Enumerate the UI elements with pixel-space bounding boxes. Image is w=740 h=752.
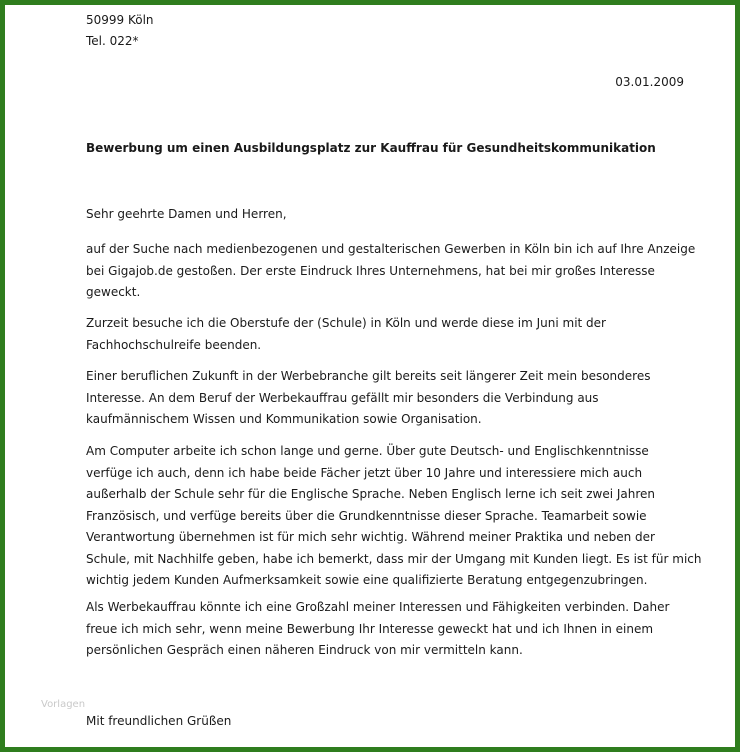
paragraph-line: Als Werbekauffrau könnte ich eine Großzahl meiner Interessen und Fähigkeiten verbinden. Daher — [86, 600, 670, 614]
paragraph-line: verfüge ich auch, denn ich habe beide Fächer jetzt über 10 Jahre und interessiere mich auch — [86, 465, 643, 480]
paragraph-line: kaufmännischem Wissen und Kommunikation sowie Organisation. — [86, 412, 482, 426]
paragraph-line: persönlichen Gespräch einen näheren Eindruck von mir vermitteln kann. — [86, 643, 523, 657]
sender-phone: Tel. 022* — [86, 34, 139, 48]
letter-date: 03.01.2009 — [615, 75, 684, 89]
paragraph-line: Verantwortung übernehmen ist für mich sehr wichtig. Während meiner Praktika und neben der — [86, 530, 655, 544]
paragraph-line: freue ich mich sehr, wenn meine Bewerbung Ihr Interesse geweckt hat und ich Ihnen in einem — [86, 621, 654, 636]
paragraph-4 — [86, 441, 702, 592]
sender-city: 50999 Köln — [86, 13, 154, 27]
salutation: Sehr geehrte Damen und Herren, — [86, 207, 287, 221]
paragraph-line: Zurzeit besuche ich die Oberstufe der (Schule) in Köln und werde diese im Juni mit der — [86, 316, 606, 330]
paragraph-line: bei Gigajob.de gestoßen. Der erste Eindruck Ihres Unternehmens, hat bei mir großes Interesse — [86, 263, 655, 278]
paragraph-line: Einer beruflichen Zukunft in der Werbebranche gilt bereits seit längerer Zeit mein besonderes — [86, 369, 651, 383]
paragraph-line: Am Computer arbeite ich schon lange und gerne. Über gute Deutsch- und Englischkenntnisse — [86, 444, 649, 458]
paragraph-1 — [86, 239, 696, 304]
paragraph-line: Fachhochschulreife beenden. — [86, 337, 262, 352]
paragraph-line: geweckt. — [86, 285, 141, 299]
paragraph-2 — [86, 313, 686, 356]
closing: Mit freundlichen Grüßen — [86, 714, 232, 728]
letter-page — [5, 5, 735, 747]
paragraph-line: Interesse. An dem Beruf der Werbekauffrau gefällt mir besonders die Verbindung aus — [86, 390, 599, 405]
letter-subject: Bewerbung um einen Ausbildungsplatz zur Kauffrau für Gesundheitskommunikation — [86, 141, 656, 155]
paragraph-line: auf der Suche nach medienbezogenen und gestalterischen Gewerben in Köln bin ich auf Ihre Anzeige — [86, 242, 696, 256]
paragraph-3 — [86, 366, 686, 431]
paragraph-line: Schule, mit Nachhilfe geben, habe ich bemerkt, dass mir der Umgang mit Kunden liegt. Es ist für mich — [86, 551, 702, 566]
paragraph-line: Französisch, und verfüge bereits über die Grundkenntnisse dieser Sprache. Teamarbeit sowie — [86, 508, 647, 523]
paragraph-5 — [86, 597, 686, 662]
paragraph-line: außerhalb der Schule sehr für die Englische Sprache. Neben Englisch lerne ich seit zwei Jahren — [86, 487, 656, 501]
paragraph-line: wichtig jedem Kunden Aufmerksamkeit sowie eine qualifizierte Beratung entgegenzubringen. — [86, 573, 648, 587]
watermark-text: Vorlagen — [41, 699, 86, 710]
